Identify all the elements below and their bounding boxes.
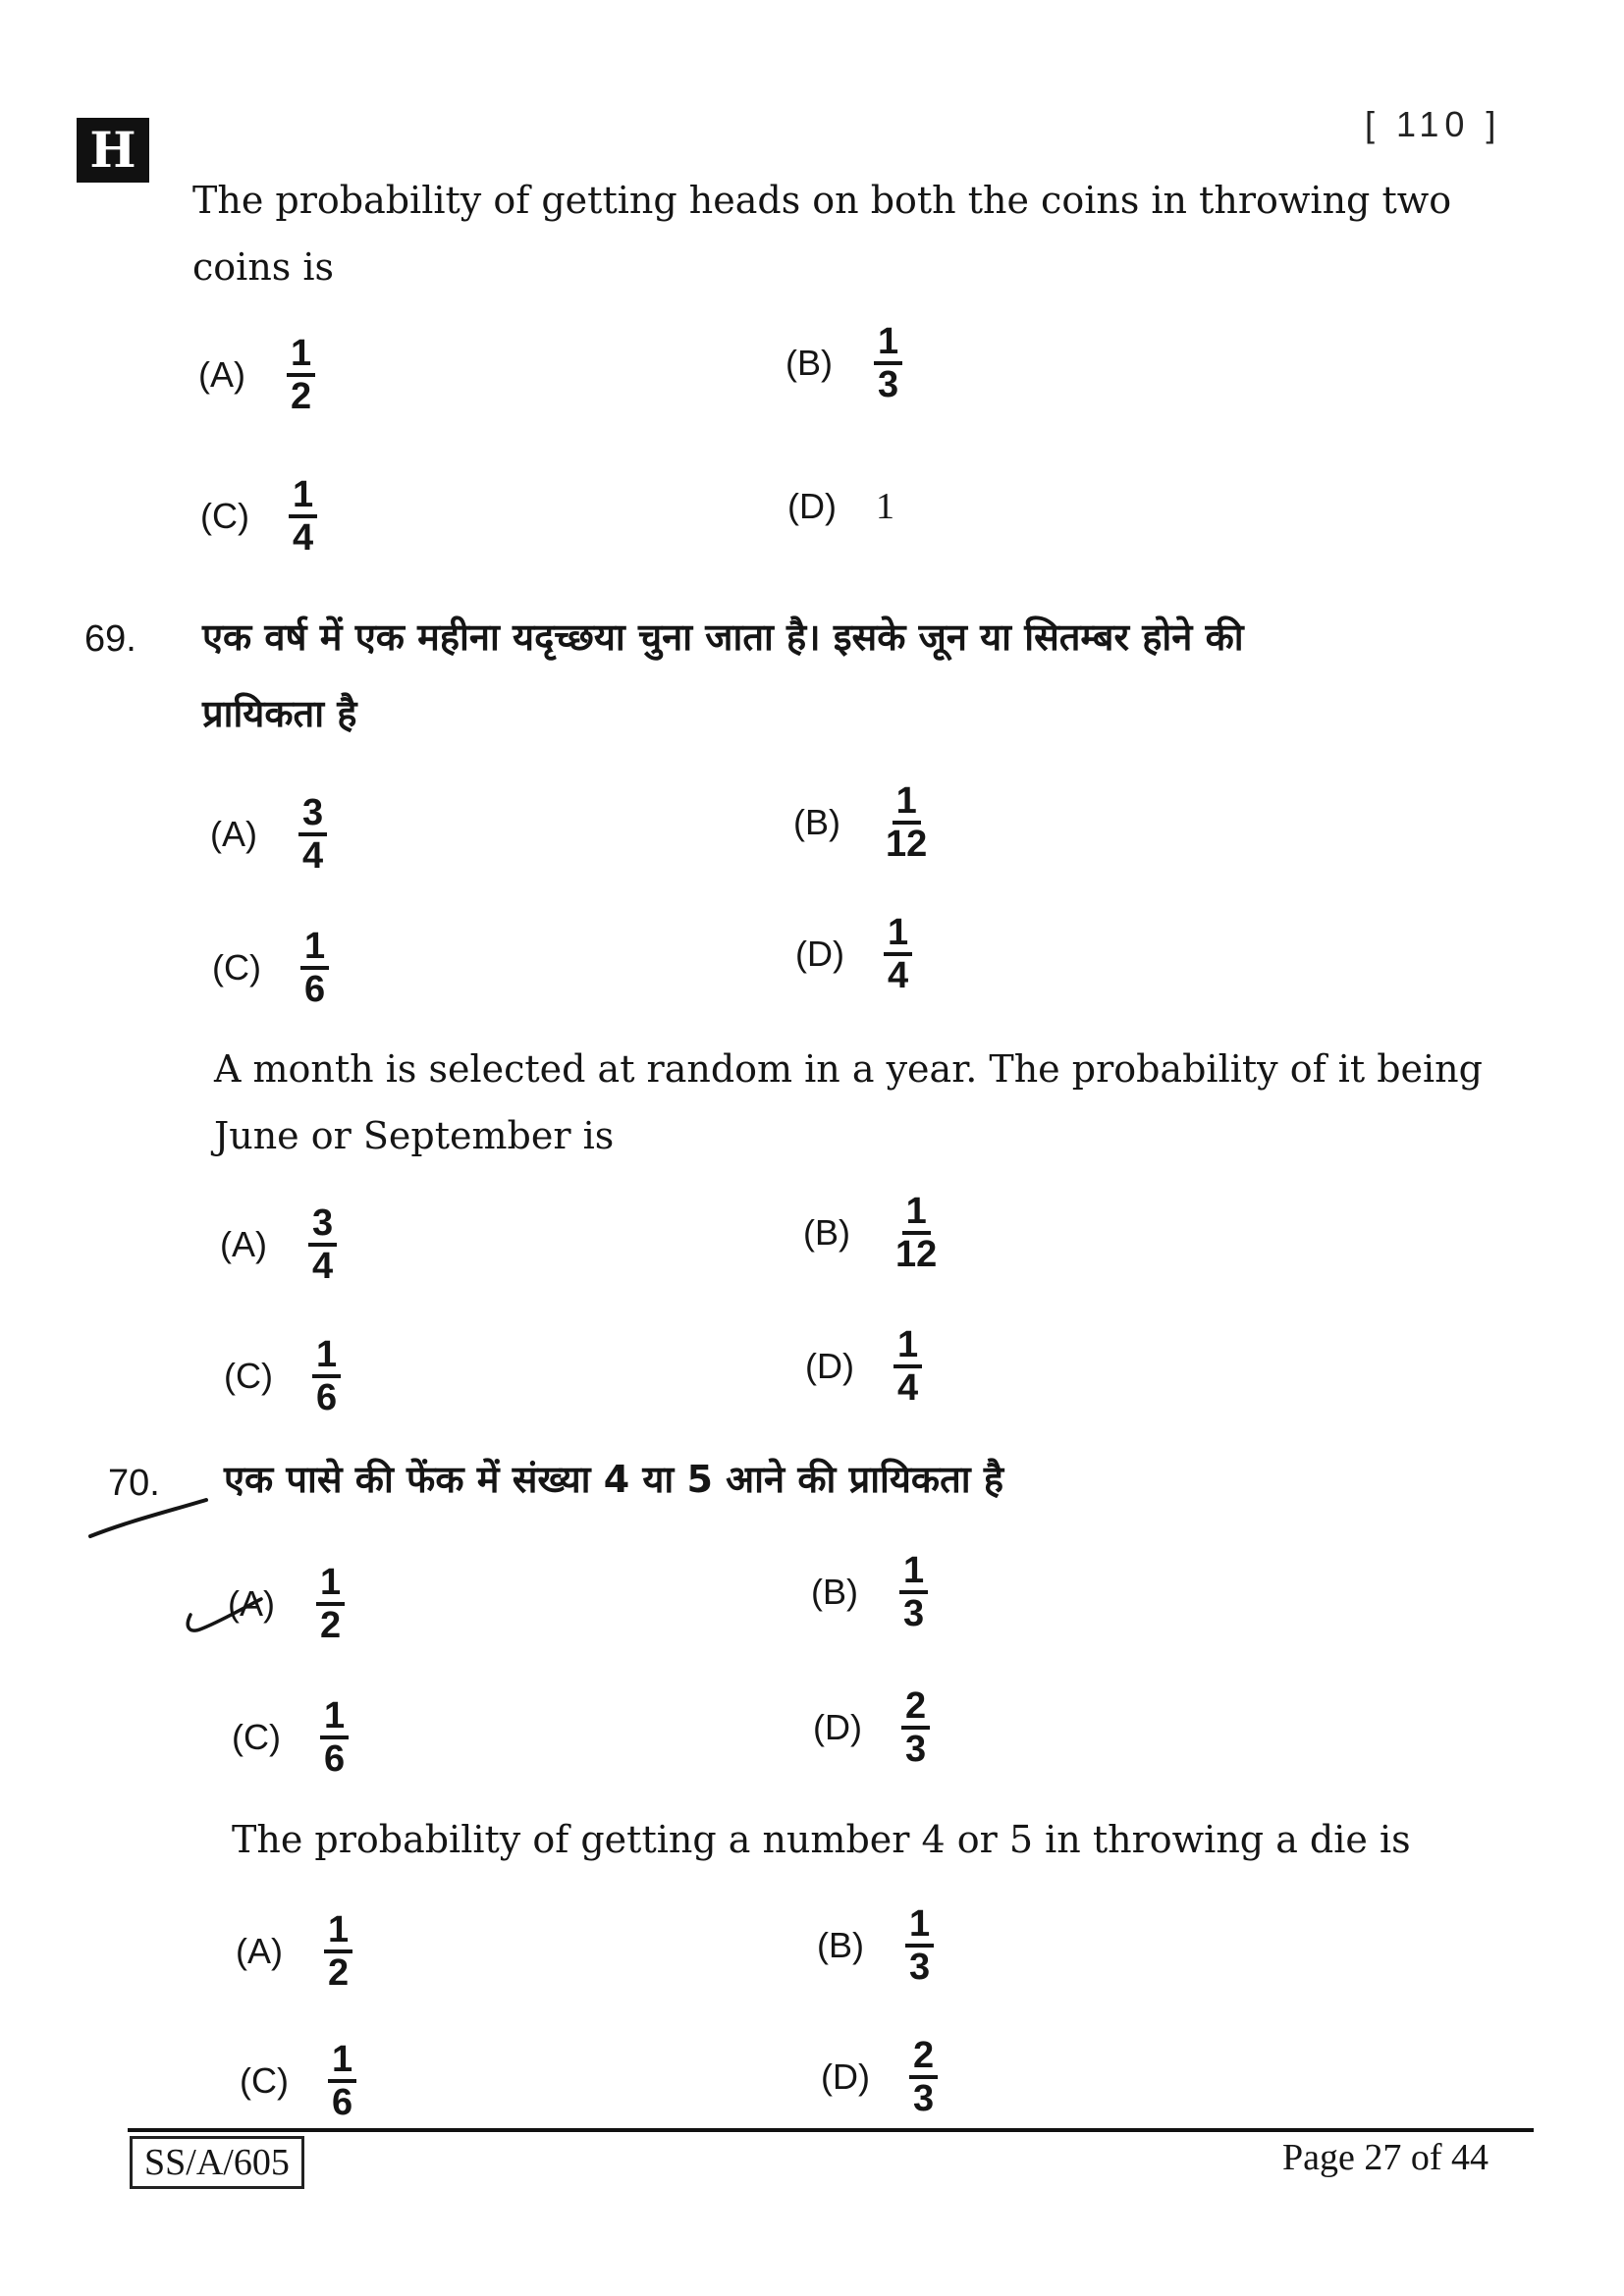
option-label: (A) bbox=[210, 814, 257, 854]
denominator: 6 bbox=[324, 1738, 346, 1780]
option-label: (D) bbox=[813, 1707, 862, 1747]
numerator: 1 bbox=[884, 913, 912, 956]
denominator: 6 bbox=[304, 969, 326, 1010]
question-text-hindi bbox=[224, 1441, 1500, 1518]
option-d[interactable] bbox=[787, 485, 894, 528]
option-d[interactable] bbox=[805, 1325, 922, 1408]
denominator: 4 bbox=[293, 517, 314, 559]
numerator: 3 bbox=[308, 1203, 337, 1247]
fraction bbox=[882, 781, 931, 864]
numerator: 1 bbox=[287, 334, 315, 377]
option-value: 1 bbox=[876, 486, 894, 527]
fraction bbox=[308, 1203, 337, 1286]
denominator: 6 bbox=[332, 2082, 353, 2123]
fraction bbox=[909, 2036, 938, 2118]
question-text-line: प्रायिकता है bbox=[202, 692, 357, 735]
option-d[interactable] bbox=[795, 913, 912, 995]
denominator: 2 bbox=[328, 1952, 350, 1994]
question-text-line: एक पासे की फेंक में संख्या 4 या 5 आने की प्रायिकता है bbox=[224, 1458, 1004, 1501]
numerator: 2 bbox=[901, 1686, 930, 1730]
option-c[interactable] bbox=[200, 475, 317, 558]
paper-code-box: SS/A/605 bbox=[130, 2136, 304, 2189]
option-d[interactable] bbox=[813, 1686, 930, 1769]
numerator: 1 bbox=[902, 1192, 931, 1235]
option-label: (C) bbox=[224, 1356, 273, 1396]
numerator: 1 bbox=[893, 1325, 922, 1368]
fraction bbox=[298, 793, 327, 876]
denominator: 4 bbox=[888, 955, 909, 996]
question-text bbox=[192, 167, 1528, 300]
denominator: 12 bbox=[886, 824, 928, 865]
denominator: 3 bbox=[878, 364, 899, 405]
option-label: (B) bbox=[803, 1212, 850, 1253]
denominator: 4 bbox=[302, 835, 324, 877]
question-number: 69. bbox=[84, 618, 136, 660]
denominator: 4 bbox=[897, 1367, 919, 1409]
numerator: 2 bbox=[909, 2036, 938, 2079]
option-label: (D) bbox=[787, 486, 837, 526]
option-a[interactable] bbox=[198, 334, 315, 416]
question-text bbox=[232, 1806, 1528, 1873]
page-code: [ 110 ] bbox=[1365, 104, 1502, 144]
fraction bbox=[289, 475, 317, 558]
denominator: 4 bbox=[312, 1246, 334, 1287]
option-c[interactable] bbox=[212, 927, 329, 1009]
question-text-line: A month is selected at random in a year. The probability of it being bbox=[214, 1047, 1483, 1091]
question-text-hindi bbox=[202, 599, 1518, 752]
fraction bbox=[316, 1563, 345, 1645]
option-a[interactable] bbox=[220, 1203, 337, 1286]
option-label: (B) bbox=[785, 343, 833, 383]
question-number: 70. bbox=[108, 1463, 160, 1504]
option-label: (D) bbox=[795, 934, 844, 974]
numerator: 1 bbox=[316, 1563, 345, 1606]
option-b[interactable] bbox=[793, 781, 931, 864]
option-label: (A) bbox=[198, 354, 245, 395]
option-label: (A) bbox=[220, 1224, 267, 1264]
option-label: (A) bbox=[228, 1583, 275, 1624]
numerator: 1 bbox=[893, 781, 921, 825]
fraction bbox=[328, 2040, 356, 2122]
fraction bbox=[893, 1325, 922, 1408]
footer-rule bbox=[128, 2128, 1534, 2132]
numerator: 1 bbox=[289, 475, 317, 518]
fraction bbox=[899, 1551, 928, 1633]
denominator: 2 bbox=[291, 376, 312, 417]
numerator: 3 bbox=[298, 793, 327, 836]
numerator: 1 bbox=[899, 1551, 928, 1594]
option-label: (B) bbox=[811, 1572, 858, 1612]
numerator: 1 bbox=[324, 1910, 352, 1953]
fraction bbox=[884, 913, 912, 995]
question-text-line: coins is bbox=[192, 245, 335, 289]
option-b[interactable] bbox=[811, 1551, 928, 1633]
numerator: 1 bbox=[300, 927, 329, 970]
option-label: (A) bbox=[236, 1931, 283, 1971]
pen-mark-icon bbox=[88, 1472, 226, 1541]
option-label: (C) bbox=[240, 2060, 289, 2101]
numerator: 1 bbox=[905, 1904, 934, 1948]
question-text-line: एक वर्ष में एक महीना यदृच्छया चुना जाता है। इसके जून या सितम्बर होने की bbox=[202, 615, 1244, 659]
option-label: (D) bbox=[821, 2056, 870, 2097]
numerator: 1 bbox=[328, 2040, 356, 2083]
option-b[interactable] bbox=[803, 1192, 941, 1274]
section-badge: H bbox=[77, 118, 149, 183]
fraction bbox=[892, 1192, 941, 1274]
option-label: (C) bbox=[212, 947, 261, 988]
fraction bbox=[320, 1696, 349, 1779]
option-label: (B) bbox=[793, 802, 840, 842]
question-text-line: June or September is bbox=[214, 1114, 615, 1157]
fraction bbox=[905, 1904, 934, 1987]
option-b[interactable] bbox=[817, 1904, 934, 1987]
numerator: 1 bbox=[320, 1696, 349, 1739]
option-label: (C) bbox=[200, 496, 249, 536]
numerator: 1 bbox=[312, 1335, 341, 1378]
option-c[interactable] bbox=[240, 2040, 356, 2122]
option-c[interactable] bbox=[224, 1335, 341, 1417]
denominator: 3 bbox=[903, 1593, 925, 1634]
fraction bbox=[874, 322, 902, 404]
question-text-line: The probability of getting a number 4 or 5 in throwing a die is bbox=[232, 1818, 1411, 1861]
denominator: 3 bbox=[905, 1729, 927, 1770]
page-number: Page 27 of 44 bbox=[1282, 2137, 1489, 2178]
fraction bbox=[901, 1686, 930, 1769]
option-d[interactable] bbox=[821, 2036, 938, 2118]
question-text-line: The probability of getting heads on both the coins in throwing two bbox=[192, 179, 1452, 222]
option-a[interactable] bbox=[210, 793, 327, 876]
option-a[interactable] bbox=[236, 1910, 352, 1993]
fraction bbox=[312, 1335, 341, 1417]
denominator: 3 bbox=[913, 2078, 935, 2119]
fraction bbox=[300, 927, 329, 1009]
denominator: 2 bbox=[320, 1605, 342, 1646]
fraction bbox=[287, 334, 315, 416]
denominator: 12 bbox=[895, 1234, 938, 1275]
denominator: 6 bbox=[316, 1377, 338, 1418]
fraction bbox=[324, 1910, 352, 1993]
denominator: 3 bbox=[909, 1947, 931, 1988]
check-mark-icon bbox=[183, 1585, 271, 1644]
option-c[interactable] bbox=[232, 1696, 349, 1779]
numerator: 1 bbox=[874, 322, 902, 365]
option-label: (B) bbox=[817, 1925, 864, 1965]
question-text bbox=[214, 1036, 1530, 1169]
option-label: (C) bbox=[232, 1717, 281, 1757]
option-label: (D) bbox=[805, 1346, 854, 1386]
option-b[interactable] bbox=[785, 322, 902, 404]
